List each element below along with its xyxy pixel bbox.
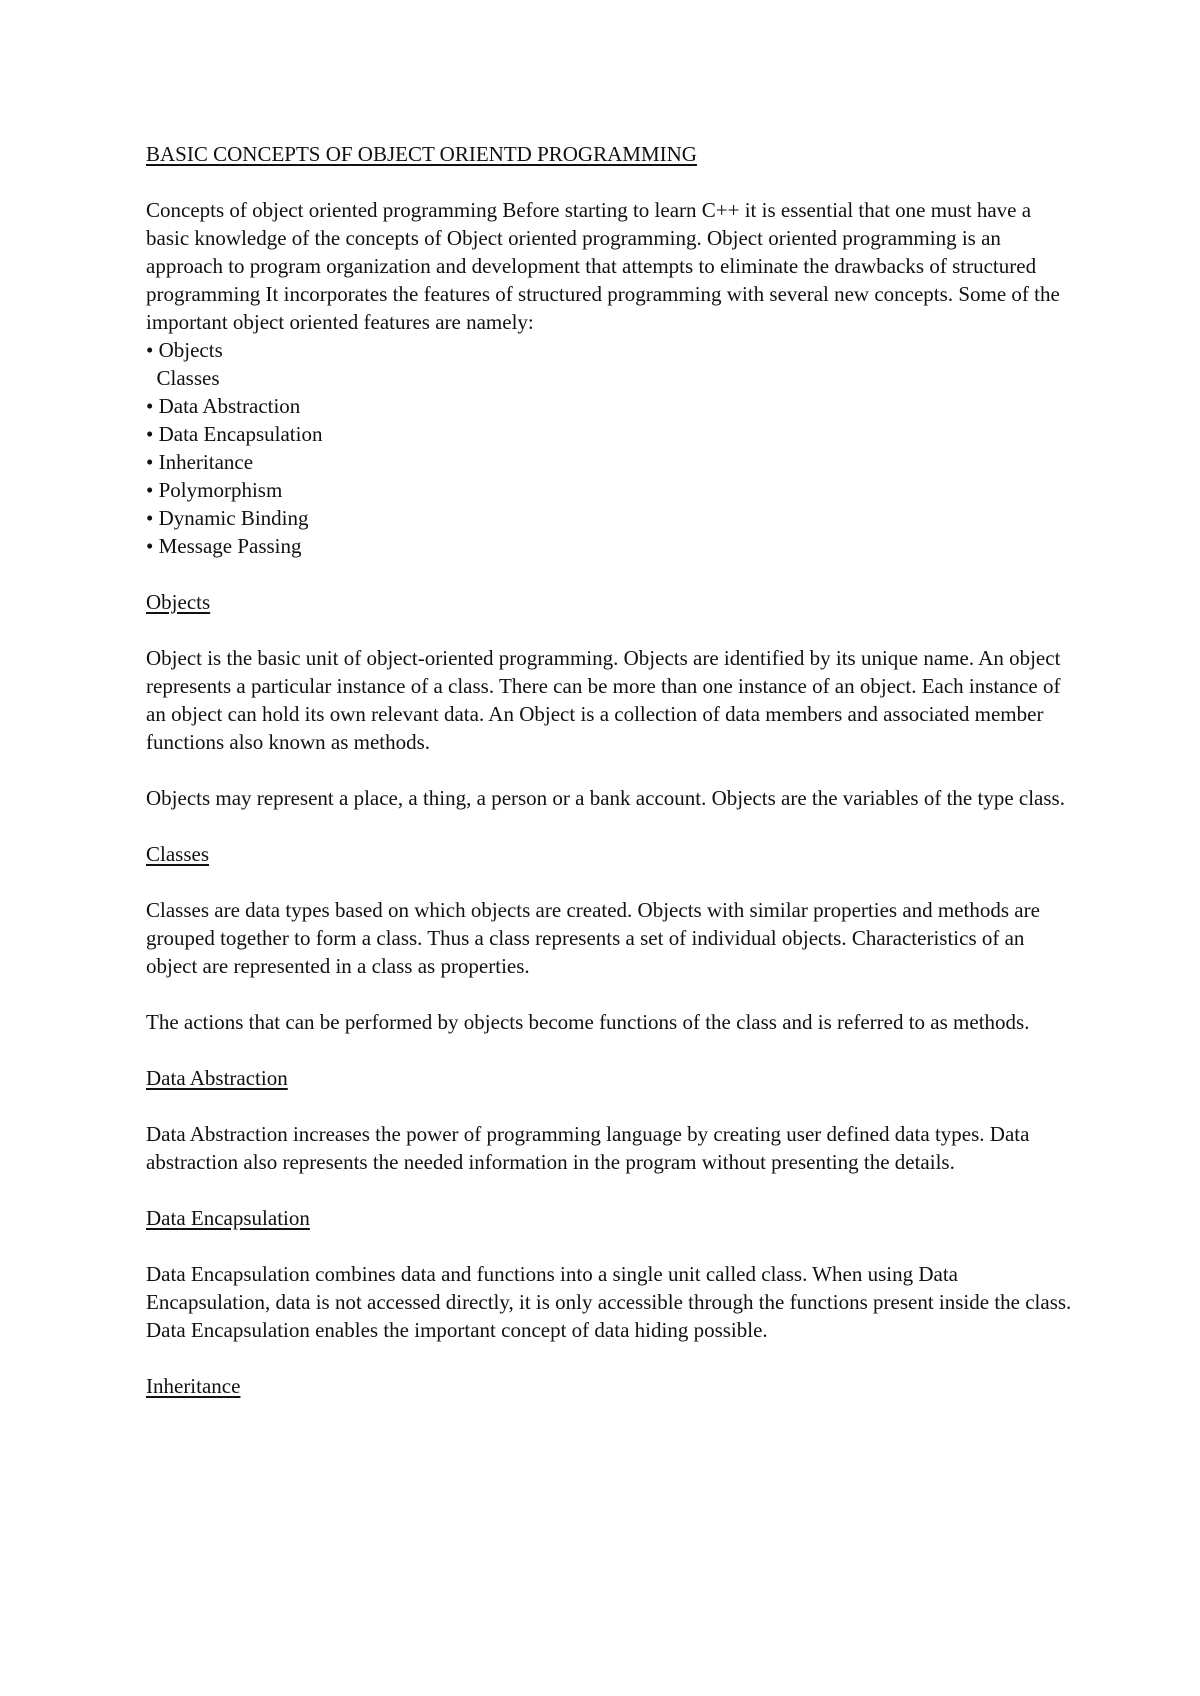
spacer	[146, 168, 1076, 196]
spacer	[146, 1036, 1076, 1064]
spacer	[146, 812, 1076, 840]
classes-paragraph-1: Classes are data types based on which objects are created. Objects with similar properties and methods are grouped together to form a class. Thus a class represents a set of individual objects. Characteristics of an object are represented in a class as properties.	[146, 898, 1040, 978]
spacer	[146, 1344, 1076, 1372]
section-heading-inheritance: Inheritance	[146, 1374, 241, 1398]
list-item: • Polymorphism	[146, 478, 283, 502]
spacer	[146, 560, 1076, 588]
spacer	[146, 1232, 1076, 1260]
section-heading-objects: Objects	[146, 590, 211, 614]
list-item: • Dynamic Binding	[146, 506, 309, 530]
document-page	[146, 140, 1076, 1400]
data-encapsulation-paragraph: Data Encapsulation combines data and functions into a single unit called class. When using Data Encapsulation, data is not accessed directly, it is only accessible through the functions present inside the class. Data Encapsulation enables the important concept of data hiding possible.	[146, 1262, 1072, 1342]
spacer	[146, 756, 1076, 784]
classes-paragraph-2: The actions that can be performed by objects become functions of the class and is referred to as methods.	[146, 1010, 1030, 1034]
list-item: • Inheritance	[146, 450, 254, 474]
spacer	[146, 1092, 1076, 1120]
objects-paragraph-2: Objects may represent a place, a thing, a person or a bank account. Objects are the variables of the type class.	[146, 786, 1065, 810]
spacer	[146, 980, 1076, 1008]
spacer	[146, 868, 1076, 896]
objects-paragraph-1: Object is the basic unit of object-oriented programming. Objects are identified by its unique name. An object represents a particular instance of a class. There can be more than one instance of an object. Each instance of an object can hold its own relevant data. An Object is a collection of data members and associated member functions also known as methods.	[146, 646, 1061, 754]
section-heading-classes: Classes	[146, 842, 209, 866]
data-abstraction-paragraph: Data Abstraction increases the power of programming language by creating user defined data types. Data abstraction also represents the needed information in the program without presenting the details.	[146, 1122, 1030, 1174]
list-item: • Data Encapsulation	[146, 422, 323, 446]
list-item: • Message Passing	[146, 534, 302, 558]
document-title: BASIC CONCEPTS OF OBJECT ORIENTD PROGRAMMING	[146, 142, 697, 166]
list-item: • Objects	[146, 338, 223, 362]
spacer	[146, 616, 1076, 644]
intro-paragraph: Concepts of object oriented programming Before starting to learn C++ it is essential that one must have a basic knowledge of the concepts of Object oriented programming. Object oriented programming is an approach to program organization and development that attempts to eliminate the drawbacks of structured programming It incorporates the features of structured programming with several new concepts. Some of the important object oriented features are namely:	[146, 198, 1060, 334]
list-item: • Data Abstraction	[146, 394, 301, 418]
spacer	[146, 1176, 1076, 1204]
section-heading-data-abstraction: Data Abstraction	[146, 1066, 288, 1090]
features-list	[146, 336, 1076, 560]
section-heading-data-encapsulation: Data Encapsulation	[146, 1206, 310, 1230]
list-item: Classes	[146, 366, 220, 390]
